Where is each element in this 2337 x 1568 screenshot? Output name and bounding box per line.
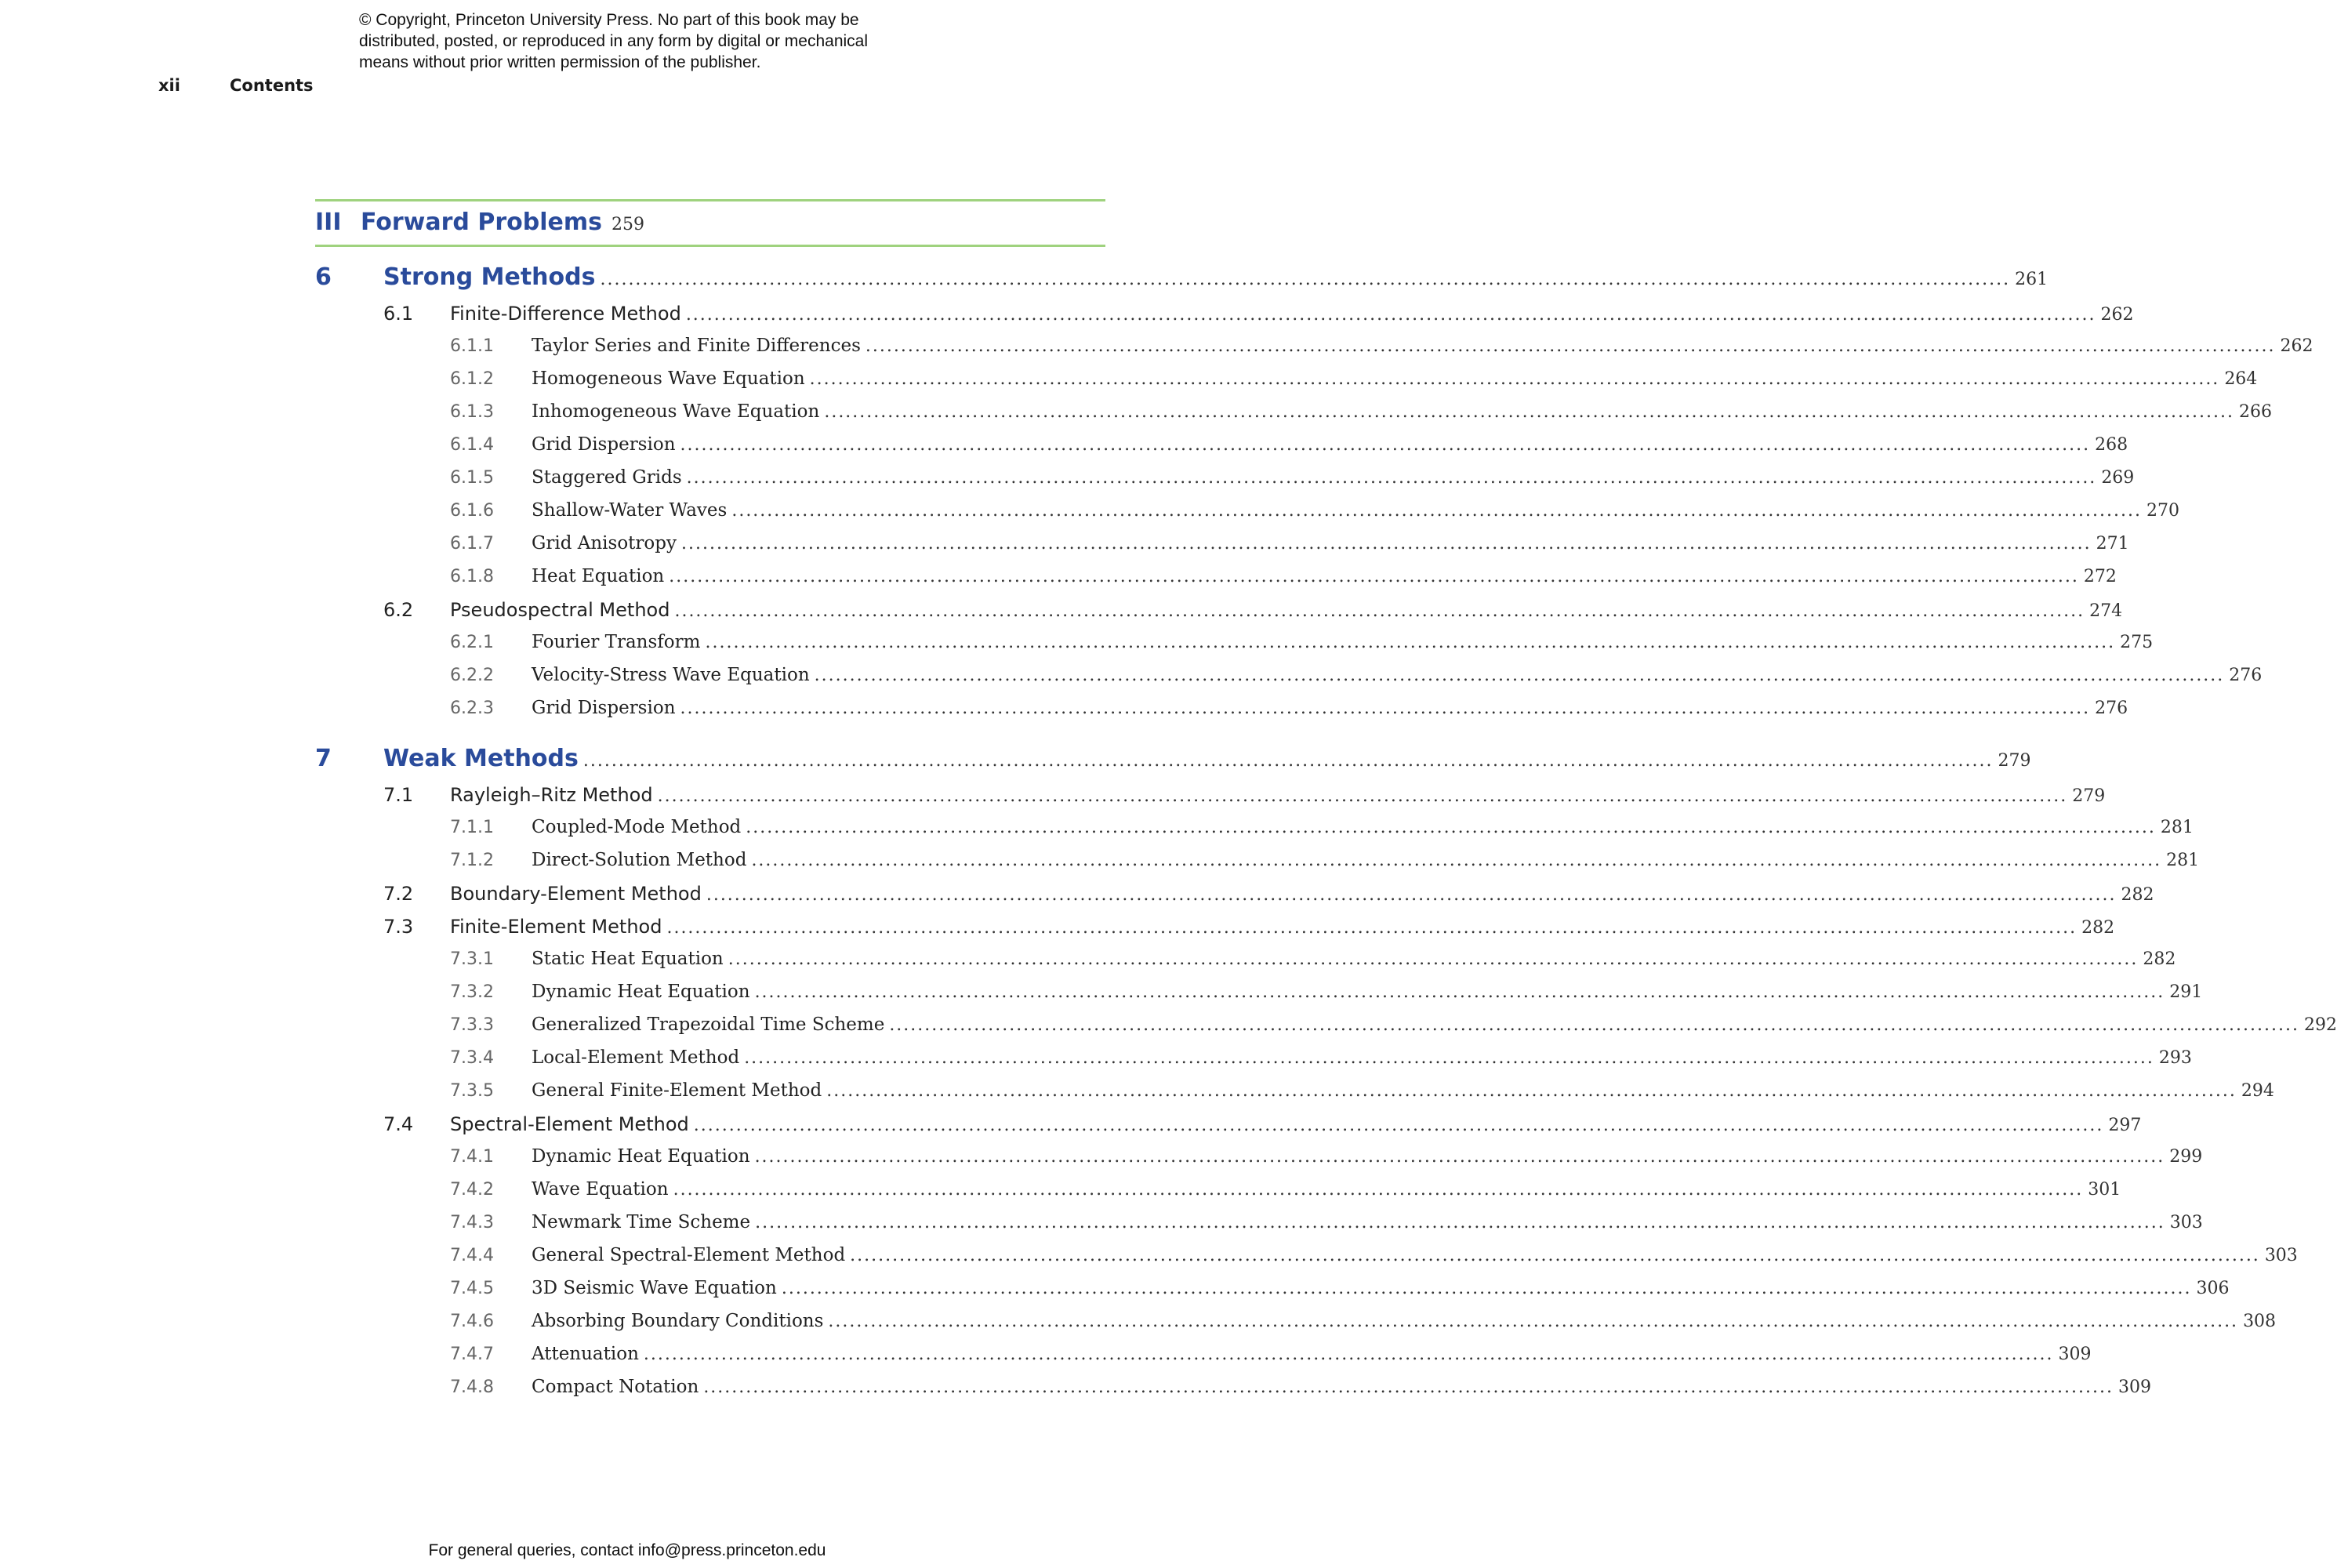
toc-entry-page: 262 [2280,336,2313,356]
toc-entry-title: Taylor Series and Finite Differences [532,336,861,356]
toc-entry-title: Spectral-Element Method [450,1113,689,1135]
toc-leader-dots: ........................................................................................................................................................................................................ [824,402,2234,422]
toc-leader-dots: ........................................................................................................................................................................................................ [755,1213,2165,1232]
toc-entry-chapter [315,263,2049,291]
toc-entry-number: 7.4 [383,1113,414,1135]
toc-entry-subsection [450,632,2154,652]
toc-entry-number: 6.1.5 [450,468,494,488]
toc-leader-dots: ........................................................................................................................................................................................................ [681,534,2092,554]
copyright-line: distributed, posted, or reproduced in any form by digital or mechanical [359,32,869,50]
toc-entry-section [383,916,2115,938]
toc-entry-subsection [450,1278,2230,1298]
toc-entry-subsection [450,1080,2274,1101]
toc-entry-number: 6.2 [383,599,414,621]
toc-entry-number: 7.3 [383,916,414,938]
toc-leader-dots: ........................................................................................................................................................................................................ [728,949,2139,969]
footer-contact: For general queries, contact info@press.princeton.edu [428,1541,826,1559]
toc-entry-page: 309 [2117,1377,2151,1397]
toc-leader-dots: ........................................................................................................................................................................................................ [705,633,2116,652]
toc-entry-number: 7.4.2 [450,1180,494,1200]
toc-leader-dots: ........................................................................................................................................................................................................ [828,1312,2239,1331]
toc-entry-subsection [450,1311,2277,1331]
toc-entry-page: 303 [2264,1246,2298,1265]
toc-entry-chapter [315,745,2031,772]
toc-entry-subsection [450,566,2117,586]
toc-entry-section [383,599,2123,621]
toc-leader-dots: ........................................................................................................................................................................................................ [669,567,2079,586]
toc-leader-dots: ........................................................................................................................................................................................................ [673,1180,2084,1200]
toc-entry-title: Newmark Time Scheme [532,1212,751,1232]
toc-entry-number: 7.4.3 [450,1213,494,1232]
toc-entry-number: 6.2.2 [450,666,494,685]
toc-entry-number: 6.1.2 [450,369,494,389]
toc-entry-number: 6.1 [383,303,414,325]
toc-entry-subsection [450,1179,2121,1200]
toc-entry-number: 7.4.7 [450,1345,494,1364]
toc-entry-page: 308 [2243,1312,2277,1331]
toc-entry-subsection [450,1344,2092,1364]
toc-leader-dots: ........................................................................................................................................................................................................ [643,1345,2054,1364]
toc-entry-page: 281 [2160,818,2194,837]
toc-entry-title: Strong Methods [383,263,596,291]
toc-entry-page: 266 [2238,402,2272,422]
toc-leader-dots: ........................................................................................................................................................................................................ [686,468,2097,488]
toc-entry-page: 292 [2303,1015,2337,1035]
toc-leader-dots: ........................................................................................................................................................................................................ [666,918,2078,938]
toc-leader-dots: ........................................................................................................................................................................................................ [814,666,2225,685]
toc-entry-number: 7.1.2 [450,851,494,870]
toc-entry-page: 293 [2158,1048,2192,1068]
toc-entry-page: 281 [2166,851,2200,870]
toc-entry-subsection [450,817,2194,837]
part-number: III [315,209,342,236]
part-rule-top [315,199,1105,201]
toc-entry-subsection [450,1146,2203,1167]
toc-entry-title: Finite-Difference Method [450,303,681,325]
toc-entry-number: 6.1.6 [450,501,494,521]
toc-leader-dots: ........................................................................................................................................................................................................ [744,1048,2154,1068]
toc-entry-title: Boundary-Element Method [450,883,702,905]
toc-leader-dots: ........................................................................................................................................................................................................ [746,818,2156,837]
toc-entry-number: 7.3.2 [450,982,494,1002]
toc-entry-title: 3D Seismic Wave Equation [532,1278,777,1298]
toc-entry-page: 274 [2089,601,2123,621]
toc-entry-page: 303 [2169,1213,2203,1232]
toc-entry-subsection [450,336,2313,356]
toc-entry-subsection [450,982,2203,1002]
toc-entry-title: Attenuation [532,1344,639,1364]
toc-leader-dots: ........................................................................................................................................................................................................ [657,786,2068,806]
toc-leader-dots: ........................................................................................................................................................................................................ [674,601,2085,621]
toc-entry-title: Direct-Solution Method [532,850,747,870]
toc-entry-number: 7.4.6 [450,1312,494,1331]
toc-entry-title: Heat Equation [532,566,665,586]
toc-entry-page: 269 [2101,468,2135,488]
part-page-number: 259 [611,215,644,234]
toc-leader-dots: ........................................................................................................................................................................................................ [680,435,2091,455]
toc-entry-subsection [450,1014,2337,1035]
toc-entry-page: 291 [2169,982,2203,1002]
toc-entry-section [383,883,2154,905]
toc-entry-title: Absorbing Boundary Conditions [532,1311,824,1331]
toc-entry-title: Grid Dispersion [532,434,676,455]
toc-entry-number: 7.2 [383,883,414,905]
toc-leader-dots: ........................................................................................................................................................................................................ [889,1015,2299,1035]
toc-entry-title: Generalized Trapezoidal Time Scheme [532,1014,885,1035]
toc-entry-title: Compact Notation [532,1377,699,1397]
toc-entry-number: 7.3.1 [450,949,494,969]
toc-entry-page: 279 [1998,751,2031,771]
toc-entry-title: Rayleigh–Ritz Method [450,784,653,806]
toc-entry-subsection [450,698,2128,718]
toc-entry-subsection [450,401,2272,422]
toc-entry-number: 7.3.3 [450,1015,494,1035]
toc-entry-page: 282 [2143,949,2176,969]
toc-entry-number: 7.4.8 [450,1377,494,1397]
toc-entry-number: 7 [315,745,332,772]
toc-entry-section [383,784,2106,806]
toc-leader-dots: ........................................................................................................................................................................................................ [754,982,2165,1002]
part-title-text: Forward Problems [361,209,602,236]
copyright-notice [359,9,955,73]
toc-entry-subsection [450,434,2128,455]
toc-entry-title: Dynamic Heat Equation [532,982,750,1002]
toc-entry-subsection [450,368,2258,389]
page-number: xii [158,76,180,95]
toc-entry-page: 262 [2100,305,2134,325]
toc-leader-dots: ........................................................................................................................................................................................................ [826,1081,2237,1101]
toc-entry-number: 6.1.7 [450,534,494,554]
toc-entry-page: 276 [2229,666,2263,685]
toc-entry-page: 294 [2241,1081,2274,1101]
toc-leader-dots: ........................................................................................................................................................................................................ [751,851,2162,870]
toc-entry-title: General Spectral-Element Method [532,1245,846,1265]
toc-leader-dots: ........................................................................................................................................................................................................ [680,699,2091,718]
toc-entry-title: Coupled-Mode Method [532,817,742,837]
toc-leader-dots: ........................................................................................................................................................................................................ [865,336,2276,356]
toc-entry-number: 7.3.5 [450,1081,494,1101]
toc-entry-page: 309 [2058,1345,2092,1364]
toc-entry-page: 270 [2146,501,2179,521]
copyright-line: © Copyright, Princeton University Press. No part of this book may be [359,11,859,29]
toc-leader-dots: ........................................................................................................................................................................................................ [693,1116,2104,1135]
toc-entry-subsection [450,1377,2151,1397]
toc-leader-dots: ........................................................................................................................................................................................................ [781,1279,2192,1298]
toc-entry-title: Wave Equation [532,1179,669,1200]
toc-entry-number: 7.4.4 [450,1246,494,1265]
toc-entry-subsection [450,949,2176,969]
toc-entry-title: Pseudospectral Method [450,599,670,621]
part-header [315,209,1105,240]
toc-entry-title: Staggered Grids [532,467,682,488]
toc-entry-number: 7.3.4 [450,1048,494,1068]
toc-entry-title: Local-Element Method [532,1047,740,1068]
toc-leader-dots: ........................................................................................................................................................................................................ [754,1147,2165,1167]
toc-leader-dots: ........................................................................................................................................................................................................ [809,369,2220,389]
toc-leader-dots: ........................................................................................................................................................................................................ [582,751,1994,771]
toc-entry-number: 6.1.1 [450,336,494,356]
toc-entry-title: Grid Dispersion [532,698,676,718]
toc-entry-title: Dynamic Heat Equation [532,1146,750,1167]
toc-entry-title: Weak Methods [383,745,579,772]
part-title [361,209,644,236]
toc-entry-page: 268 [2095,435,2128,455]
toc-entry-number: 6.2.1 [450,633,494,652]
toc-entry-title: Inhomogeneous Wave Equation [532,401,820,422]
toc-entry-page: 276 [2095,699,2128,718]
toc-entry-subsection [450,500,2179,521]
running-head-section: Contents [230,76,314,95]
toc-entry-number: 6.2.3 [450,699,494,718]
toc-entry-title: Velocity-Stress Wave Equation [532,665,810,685]
toc-entry-page: 264 [2224,369,2258,389]
toc-entry-page: 297 [2108,1116,2142,1135]
toc-entry-number: 7.1.1 [450,818,494,837]
toc-entry-title: Shallow-Water Waves [532,500,728,521]
toc-entry-title: Fourier Transform [532,632,701,652]
toc-entry-title: General Finite-Element Method [532,1080,822,1101]
toc-entry-title: Finite-Element Method [450,916,662,938]
toc-leader-dots: ........................................................................................................................................................................................................ [706,885,2117,905]
toc-entry-subsection [450,850,2200,870]
toc-leader-dots: ........................................................................................................................................................................................................ [685,305,2096,325]
toc-entry-number: 6 [315,263,332,291]
toc-entry-page: 272 [2083,567,2117,586]
toc-entry-number: 7.4.1 [450,1147,494,1167]
copyright-line: means without prior written permission of the publisher. [359,53,761,71]
toc-entry-subsection [450,533,2129,554]
toc-entry-page: 271 [2096,534,2129,554]
toc-entry-number: 6.1.3 [450,402,494,422]
toc-entry-page: 299 [2169,1147,2203,1167]
toc-entry-number: 6.1.4 [450,435,494,455]
toc-leader-dots: ........................................................................................................................................................................................................ [850,1246,2260,1265]
toc-entry-page: 282 [2121,885,2154,905]
toc-entry-number: 7.1 [383,784,414,806]
toc-entry-subsection [450,1212,2203,1232]
toc-entry-page: 275 [2120,633,2154,652]
toc-entry-subsection [450,665,2263,685]
toc-entry-section [383,303,2134,325]
toc-entry-number: 6.1.8 [450,567,494,586]
toc-entry-page: 279 [2072,786,2106,806]
toc-leader-dots: ........................................................................................................................................................................................................ [731,501,2142,521]
toc-entry-title: Static Heat Equation [532,949,724,969]
toc-entry-page: 301 [2088,1180,2121,1200]
toc-entry-subsection [450,1047,2192,1068]
toc-entry-title: Grid Anisotropy [532,533,677,554]
toc-entry-page: 261 [2015,270,2049,289]
toc-entry-subsection [450,467,2135,488]
toc-entry-page: 282 [2081,918,2115,938]
toc-entry-subsection [450,1245,2298,1265]
toc-leader-dots: ........................................................................................................................................................................................................ [703,1377,2114,1397]
toc-entry-page: 306 [2196,1279,2230,1298]
toc-leader-dots: ........................................................................................................................................................................................................ [600,270,2011,289]
toc-entry-section [383,1113,2142,1135]
part-rule-bottom [315,245,1105,247]
toc-entry-title: Homogeneous Wave Equation [532,368,805,389]
toc-entry-number: 7.4.5 [450,1279,494,1298]
